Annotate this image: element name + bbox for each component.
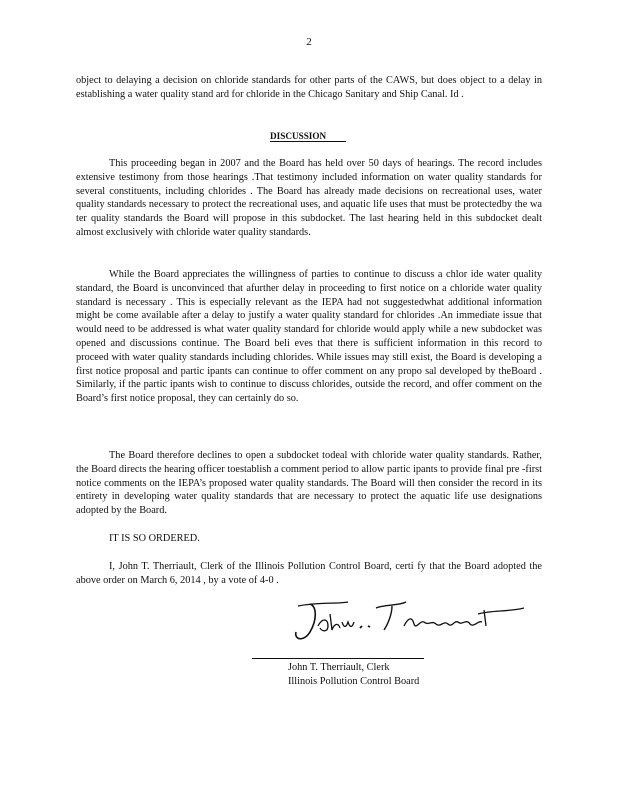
intro-paragraph: object to delaying a decision on chloride standards for other parts of the CAWS, but does object to a delay in establishing a water quality stand ard for chloride in the Chicago Sanitary and Ship Canal. Id .	[76, 75, 542, 100]
section-heading: DISCUSSION	[270, 131, 327, 141]
handwritten-signature	[288, 596, 528, 648]
signer-title: Illinois Pollution Control Board	[288, 676, 420, 687]
signer-name: John T. Therriault, Clerk	[288, 662, 390, 673]
signature-line	[252, 658, 424, 659]
certification-paragraph: I, John T. Therriault, Clerk of the Illinois Pollution Control Board, certi fy that the Board adopted the above order on March 6, 2014 , by a vote of 4-0 .	[76, 561, 542, 586]
order-statement: IT IS SO ORDERED.	[109, 533, 200, 544]
discussion-paragraph-3: The Board therefore declines to open a subdocket todeal with chloride water quality standards. Rather, the Board directs the hearing officer toestablish a comment period to allow partic ipants to provide final pre -first notice comments on the IEPA’s proposed water quality standards. The Board will then consider the record in its entirety in developing water quality standards that are necessary to protect the aquatic life use designations adopted by the Board.	[76, 450, 542, 517]
page-number: 2	[306, 36, 312, 48]
discussion-paragraph-1: This proceeding began in 2007 and the Board has held over 50 days of hearings. The record includes extensive testimony from those hearings .That testimony included information on water quality standards for several constituents, including chlorides . The Board has already made decisions on recreational uses, water quality standards necessary to protect the recreational uses, and aquatic life uses that must be protectedby the wa ter quality standards the Board will propose in this subdocket. The last hearing held in this subdocket dealt almost exclusively with chloride water quality standards.	[76, 158, 542, 238]
discussion-paragraph-2: While the Board appreciates the willingness of parties to continue to discuss a chlor ide water quality standard, the Board is unconvinced that afurther delay in proceeding to first notice on a chloride water quality standard is necessary . This is especially relevant as the IEPA had not suggestedwhat additional information might be come available after a delay to justify a water quality standard for chlorides .An immediate issue that would need to be addressed is what water quality standard for chloride would apply while a new subdocket was opened and discussions continue. The Board beli eves that there is sufficient information in this record to proceed with water quality standards including chlorides. While issues may still exist, the Board is developing a first notice proposal and partic ipants can continue to offer comment on any propo sal developed by theBoard . Similarly, if the partic ipants wish to continue to discuss chlorides, outside the record, and offer comment on the Board’s first notice proposal, they can certainly do so.	[76, 269, 542, 405]
heading-underline	[270, 141, 346, 142]
